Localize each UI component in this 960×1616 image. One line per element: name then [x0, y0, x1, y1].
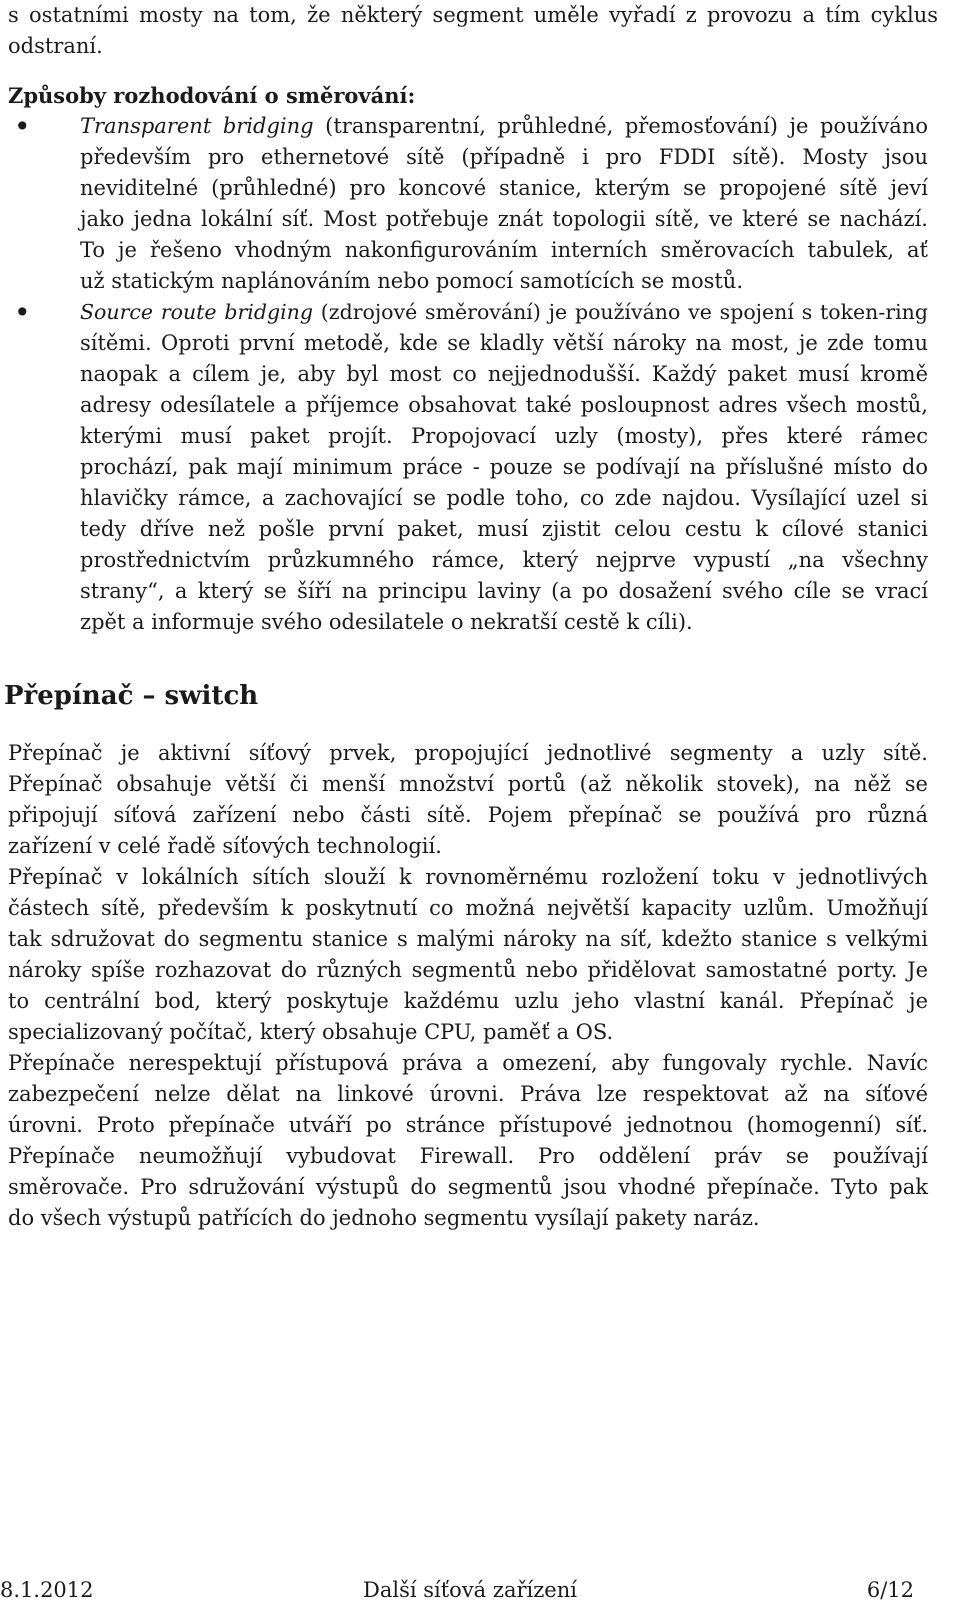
paragraph-line: specializovaný počítač, který obsahuje CPU, paměť a OS.	[8, 1020, 614, 1044]
bullet-marker: •	[14, 110, 31, 143]
term-source-route-bridging: Source route bridging	[80, 300, 313, 324]
bullet-1-line-1	[80, 111, 928, 142]
paragraph-line: zařízení v celé řadě síťových technologií.	[8, 834, 442, 858]
bullet-1-line-3: neviditelné (průhledné) pro koncové stanice, kterým se propojené sítě jeví	[80, 176, 928, 200]
bullet-1-line-6: už statickým naplánováním nebo pomocí samotících se mostů.	[80, 269, 744, 293]
paragraph-line: Přepínač v lokálních sítích slouží k rovnoměrnému rozložení toku v jednotlivých	[8, 865, 928, 889]
bullet-2-line-9: prostřednictvím průzkumného rámce, který nejprve vypustí „na všechny	[80, 548, 928, 572]
footer-page-number: 6/12	[866, 1578, 914, 1602]
section-label: Způsoby rozhodování o směrování:	[8, 83, 416, 108]
paragraph-line: to centrální bod, který poskytuje každému uzlu jeho vlastní kanál. Přepínač je	[8, 989, 928, 1013]
bullet-2-line-2: sítěmi. Oproti první metodě, kde se kladly větší nároky na most, je zde tomu	[80, 331, 928, 355]
paragraph-line: směrovače. Pro sdružování výstupů do segmentů jsou vhodné přepínače. Tyto pak	[8, 1175, 928, 1199]
bullet-2-line-7: hlavičky rámce, a zachovající se podle toho, co zde najdou. Vysílající uzel si	[80, 486, 928, 510]
bullet-2-line-5: kterými musí paket projít. Propojovací uzly (mosty), přes které rámec	[80, 424, 928, 448]
bullet-2-line-11: zpět a informuje svého odesilatele o nekratší cestě k cíli).	[80, 610, 693, 634]
paragraph-line: Přepínač obsahuje větší či menší množství portů (až několik stovek), na něž se	[8, 772, 928, 796]
intro-line-2: odstraní.	[8, 34, 103, 58]
section-heading: Přepínač – switch	[4, 681, 259, 711]
paragraph-line: připojují síťová zařízení nebo části sítě. Pojem přepínač se používá pro různá	[8, 803, 928, 827]
paragraph-line: nároky spíše rozhazovat do různých segmentů nebo přidělovat samostatné porty. Je	[8, 958, 928, 982]
bullet-1-line-1-rest: (transparentní, průhledné, přemosťování) je používáno	[313, 114, 928, 138]
bullet-2-line-6: prochází, pak mají minimum práce - pouze se podívají na příslušné místo do	[80, 455, 928, 479]
bullet-2-line-4: adresy odesílatele a příjemce obsahovat také posloupnost adres všech mostů,	[80, 393, 928, 417]
bullet-marker: •	[14, 296, 31, 329]
paragraph-line: do všech výstupů patřících do jednoho segmentu vysílají pakety naráz.	[8, 1206, 760, 1230]
paragraph-line: tak sdružovat do segmentu stanice s malými nároky na síť, kdežto stanice s velkými	[8, 927, 928, 951]
paragraph-line: Přepínač je aktivní síťový prvek, propojující jednotlivé segmenty a uzly sítě.	[8, 741, 928, 765]
bullet-2-line-1	[80, 297, 928, 328]
footer-date: 8.1.2012	[0, 1578, 94, 1602]
paragraph-line: zabezpečení nelze dělat na linkové úrovni. Práva lze respektovat až na síťové	[8, 1082, 928, 1106]
term-transparent-bridging: Transparent bridging	[80, 114, 314, 138]
paragraph-line: Přepínače neumožňují vybudovat Firewall. Pro oddělení práv se používají	[8, 1144, 928, 1168]
bullet-2-line-10: strany“, a který se šíří na principu laviny (a po dosažení svého cíle se vrací	[80, 579, 928, 603]
bullet-1-line-4: jako jedna lokální síť. Most potřebuje znát topologii sítě, ve které se nachází.	[80, 207, 928, 231]
bullet-2-line-1-rest: (zdrojové směrování) je používáno ve spojení s token-ring	[312, 300, 928, 324]
paragraph-line: Přepínače nerespektují přístupová práva a omezení, aby fungovaly rychle. Navíc	[8, 1051, 928, 1075]
bullet-2-line-8: tedy dříve než pošle první paket, musí zjistit celou cestu k cílové stanici	[80, 517, 928, 541]
bullet-2-line-3: naopak a cílem je, aby byl most co nejjednodušší. Každý paket musí kromě	[80, 362, 928, 386]
page-footer	[0, 1570, 960, 1610]
bullet-1-line-2: především pro ethernetové sítě (případně i pro FDDI sítě). Mosty jsou	[80, 145, 928, 169]
intro-line-1: s ostatními mosty na tom, že některý segment uměle vyřadí z provozu a tím cyklus	[8, 3, 938, 27]
paragraph-line: úrovni. Proto přepínače utváří po stránce přístupové jednotnou (homogenní) síť.	[8, 1113, 928, 1137]
footer-title: Další síťová zařízení	[363, 1578, 577, 1602]
paragraph-line: částech sítě, především k poskytnutí co možná největší kapacity uzlům. Umožňují	[8, 896, 928, 920]
bullet-1-line-5: To je řešeno vhodným nakonfigurováním interních směrovacích tabulek, ať	[80, 238, 928, 262]
